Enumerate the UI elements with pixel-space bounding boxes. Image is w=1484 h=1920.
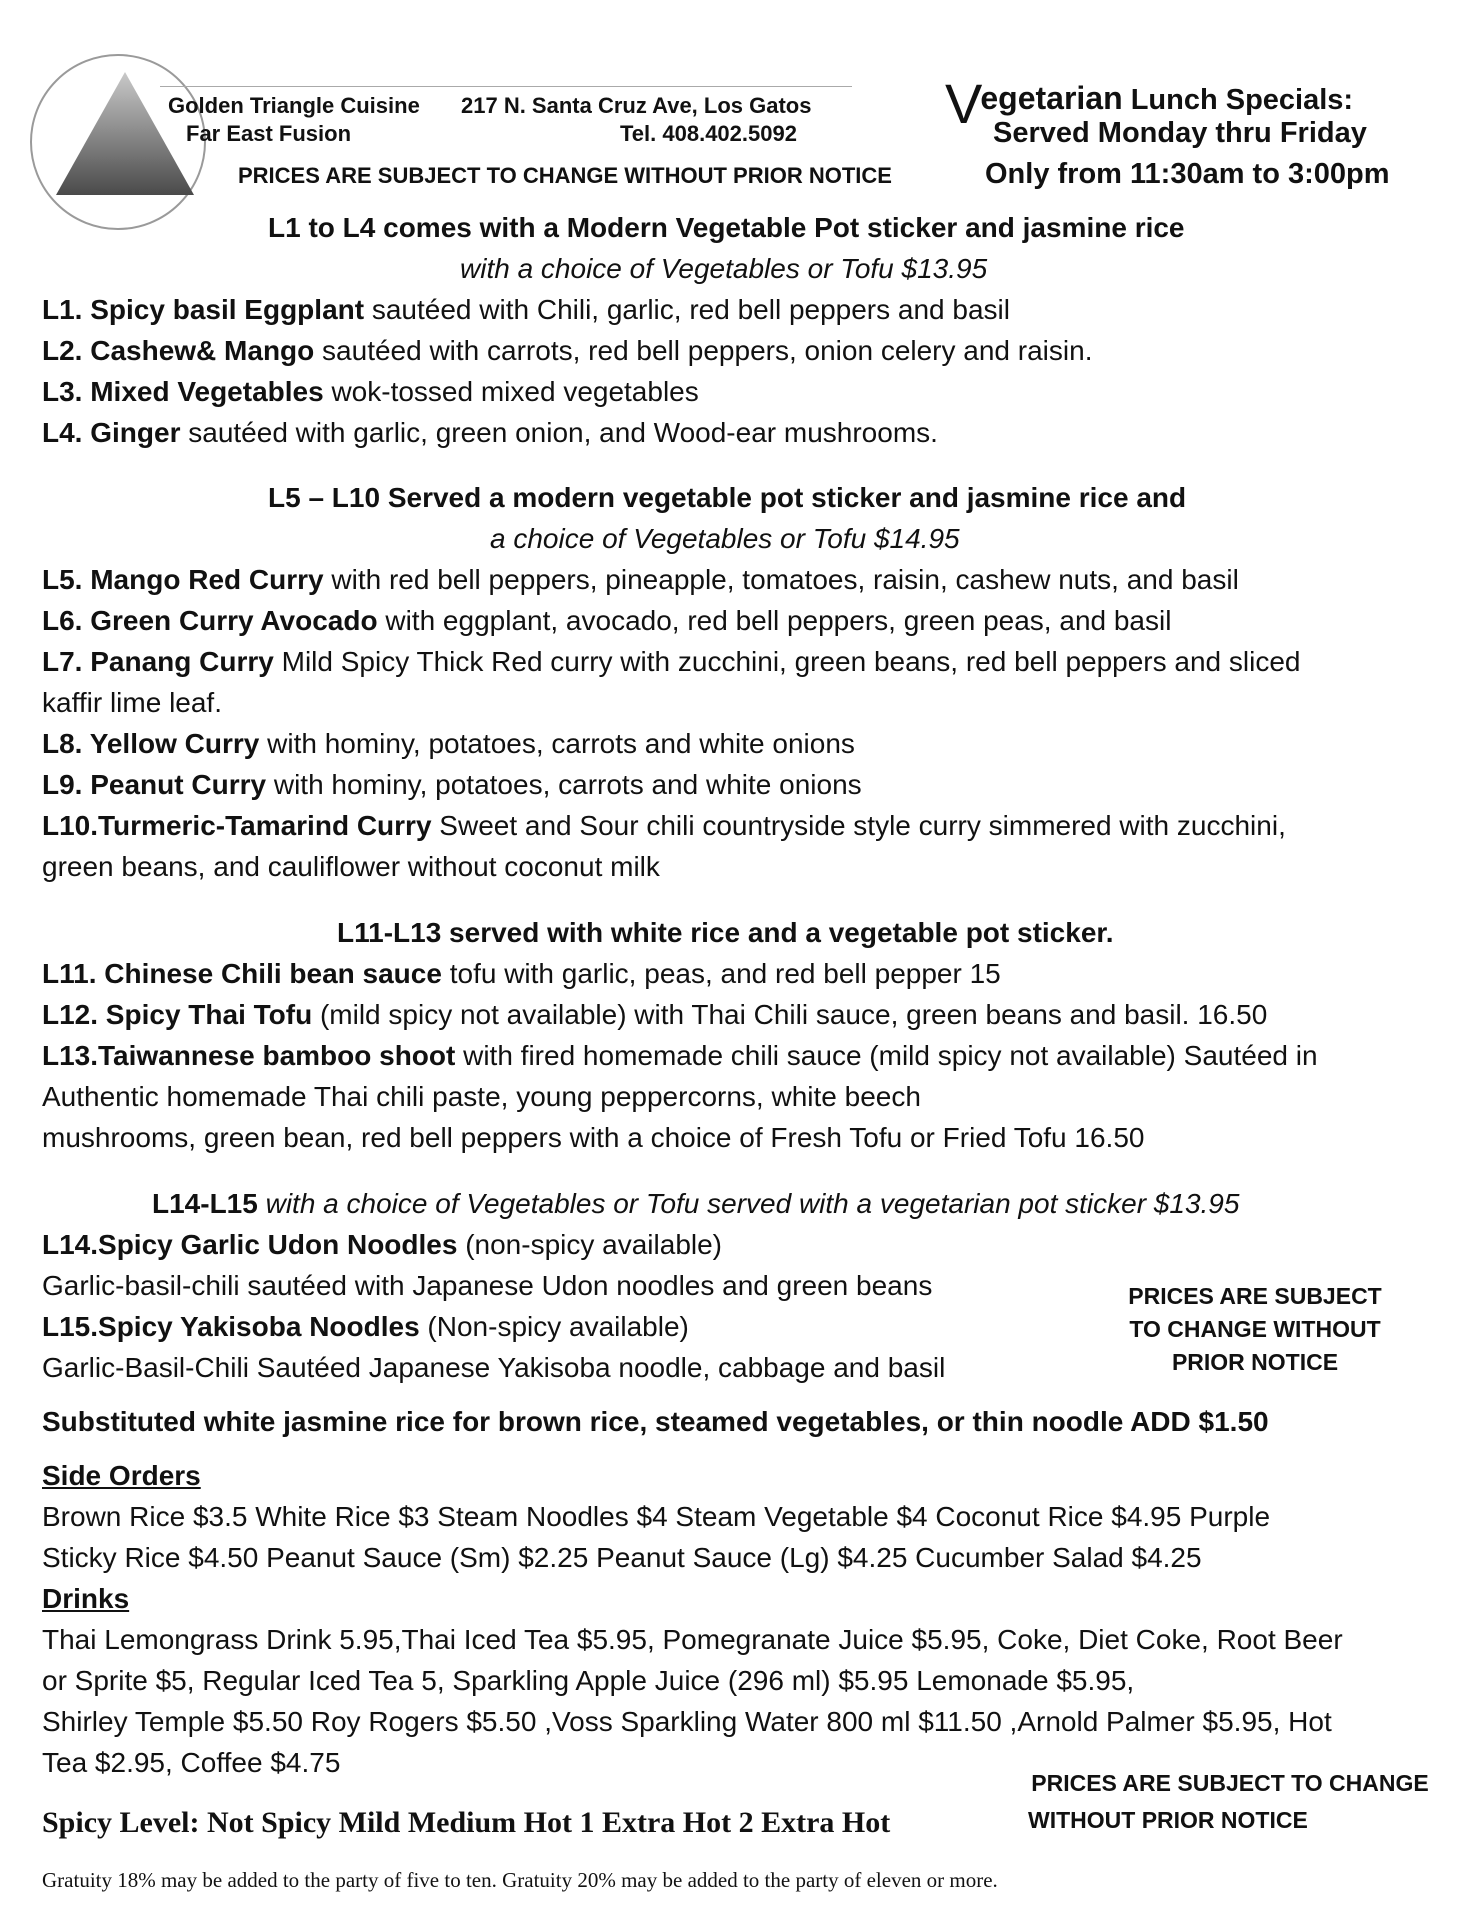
- price-notice-middle: PRICES ARE SUBJECT TO CHANGE WITHOUT PRIOR NOTICE: [1128, 1283, 1382, 1375]
- specials-days: Served Monday thru Friday: [993, 117, 1367, 149]
- menu-item-l12: L12. Spicy Thai Tofu (mild spicy not available) with Thai Chili sauce, green beans and basil. 16.50: [42, 999, 1268, 1030]
- menu-item-l10-cont: green beans, and cauliflower without coconut milk: [42, 851, 660, 882]
- menu-item-l3: L3. Mixed Vegetables wok-tossed mixed vegetables: [42, 376, 699, 407]
- header-price-notice: PRICES ARE SUBJECT TO CHANGE WITHOUT PRIOR NOTICE: [238, 163, 892, 188]
- menu-item-l8: L8. Yellow Curry with hominy, potatoes, carrots and white onions: [42, 728, 855, 759]
- drinks-line-4: Tea $2.95, Coffee $4.75: [42, 1747, 341, 1778]
- specials-title-word: egetarian: [980, 80, 1123, 116]
- side-orders-heading: Side Orders: [42, 1460, 201, 1491]
- triangle-logo-icon: [28, 52, 208, 232]
- menu-item-l15-desc: Garlic-Basil-Chili Sautéed Japanese Yakisoba noodle, cabbage and basil: [42, 1352, 946, 1383]
- gratuity-note: Gratuity 18% may be added to the party of five to ten. Gratuity 20% may be added to the party of eleven or more.: [42, 1868, 998, 1892]
- restaurant-name: Golden Triangle Cuisine: [168, 93, 420, 118]
- menu-item-l9: L9. Peanut Curry with hominy, potatoes, carrots and white onions: [42, 769, 862, 800]
- drinks-line-1: Thai Lemongrass Drink 5.95,Thai Iced Tea $5.95, Pomegranate Juice $5.95, Coke, Diet Coke, Root Beer: [42, 1624, 1343, 1655]
- drinks-line-3: Shirley Temple $5.50 Roy Rogers $5.50 ,Voss Sparkling Water 800 ml $11.50 ,Arnold Palmer $5.95, Hot: [42, 1706, 1332, 1737]
- section1-subheading: with a choice of Vegetables or Tofu $13.95: [460, 253, 988, 284]
- section2-subheading: a choice of Vegetables or Tofu $14.95: [490, 523, 960, 554]
- restaurant-address: 217 N. Santa Cruz Ave, Los Gatos: [461, 93, 812, 118]
- menu-item-l13: L13.Taiwannese bamboo shoot with fired homemade chili sauce (mild spicy not available) Sautéed in: [42, 1040, 1318, 1071]
- drinks-line-2: or Sprite $5, Regular Iced Tea 5, Sparkling Apple Juice (296 ml) $5.95 Lemonade $5.95,: [42, 1665, 1135, 1696]
- menu-item-l13-cont2: mushrooms, green bean, red bell peppers with a choice of Fresh Tofu or Fried Tofu 16.50: [42, 1122, 1145, 1153]
- restaurant-phone: Tel. 408.402.5092: [620, 121, 797, 146]
- menu-item-l14-desc: Garlic-basil-chili sautéed with Japanese Udon noodles and green beans: [42, 1270, 933, 1301]
- drinks-heading: Drinks: [42, 1583, 130, 1614]
- specials-big-letter: V: [945, 72, 983, 135]
- substitution-note: Substituted white jasmine rice for brown rice, steamed vegetables, or thin noodle ADD $1.50: [42, 1406, 1269, 1437]
- menu-item-l7: L7. Panang Curry Mild Spicy Thick Red curry with zucchini, green beans, red bell peppers and sliced: [42, 646, 1301, 677]
- menu-item-l5: L5. Mango Red Curry with red bell peppers, pineapple, tomatoes, raisin, cashew nuts, and basil: [42, 564, 1239, 595]
- header-divider: [160, 86, 852, 87]
- menu-item-l10: L10.Turmeric-Tamarind Curry Sweet and Sour chili countryside style curry simmered with zucchini,: [42, 810, 1286, 841]
- section1-heading: L1 to L4 comes with a Modern Vegetable Pot sticker and jasmine rice: [268, 212, 1185, 243]
- menu-item-l15: L15.Spicy Yakisoba Noodles (Non-spicy available): [42, 1311, 689, 1342]
- price-notice-bottom: PRICES ARE SUBJECT TO CHANGE WITHOUT PRIOR NOTICE: [1028, 1770, 1429, 1833]
- section2-heading: L5 – L10 Served a modern vegetable pot sticker and jasmine rice and: [268, 482, 1187, 513]
- specials-hours: Only from 11:30am to 3:00pm: [985, 158, 1390, 190]
- menu-item-l4: L4. Ginger sautéed with garlic, green onion, and Wood-ear mushrooms.: [42, 417, 938, 448]
- menu-item-l11: L11. Chinese Chili bean sauce tofu with garlic, peas, and red bell pepper 15: [42, 958, 1001, 989]
- menu-item-l7-cont: kaffir lime leaf.: [42, 687, 222, 718]
- spicy-level: Spicy Level: Not Spicy Mild Medium Hot 1 Extra Hot 2 Extra Hot: [42, 1806, 891, 1839]
- restaurant-subtitle: Far East Fusion: [186, 121, 352, 146]
- menu-item-l14: L14.Spicy Garlic Udon Noodles (non-spicy available): [42, 1229, 723, 1260]
- specials-title-suffix: Lunch Specials:: [1122, 84, 1354, 116]
- side-orders-line-1: Brown Rice $3.5 White Rice $3 Steam Noodles $4 Steam Vegetable $4 Coconut Rice $4.95 Purple: [42, 1501, 1271, 1532]
- section4-heading: L14-L15 with a choice of Vegetables or Tofu served with a vegetarian pot sticker $13.95: [152, 1188, 1240, 1219]
- side-orders-line-2: Sticky Rice $4.50 Peanut Sauce (Sm) $2.25 Peanut Sauce (Lg) $4.25 Cucumber Salad $4.25: [42, 1542, 1202, 1573]
- menu-item-l6: L6. Green Curry Avocado with eggplant, avocado, red bell peppers, green peas, and basil: [42, 605, 1172, 636]
- menu-item-l13-cont1: Authentic homemade Thai chili paste, young peppercorns, white beech: [42, 1081, 921, 1112]
- menu-item-l1: L1. Spicy basil Eggplant sautéed with Chili, garlic, red bell peppers and basil: [42, 294, 1010, 325]
- menu-item-l2: L2. Cashew& Mango sautéed with carrots, red bell peppers, onion celery and raisin.: [42, 335, 1093, 366]
- section3-heading: L11-L13 served with white rice and a vegetable pot sticker.: [337, 917, 1114, 948]
